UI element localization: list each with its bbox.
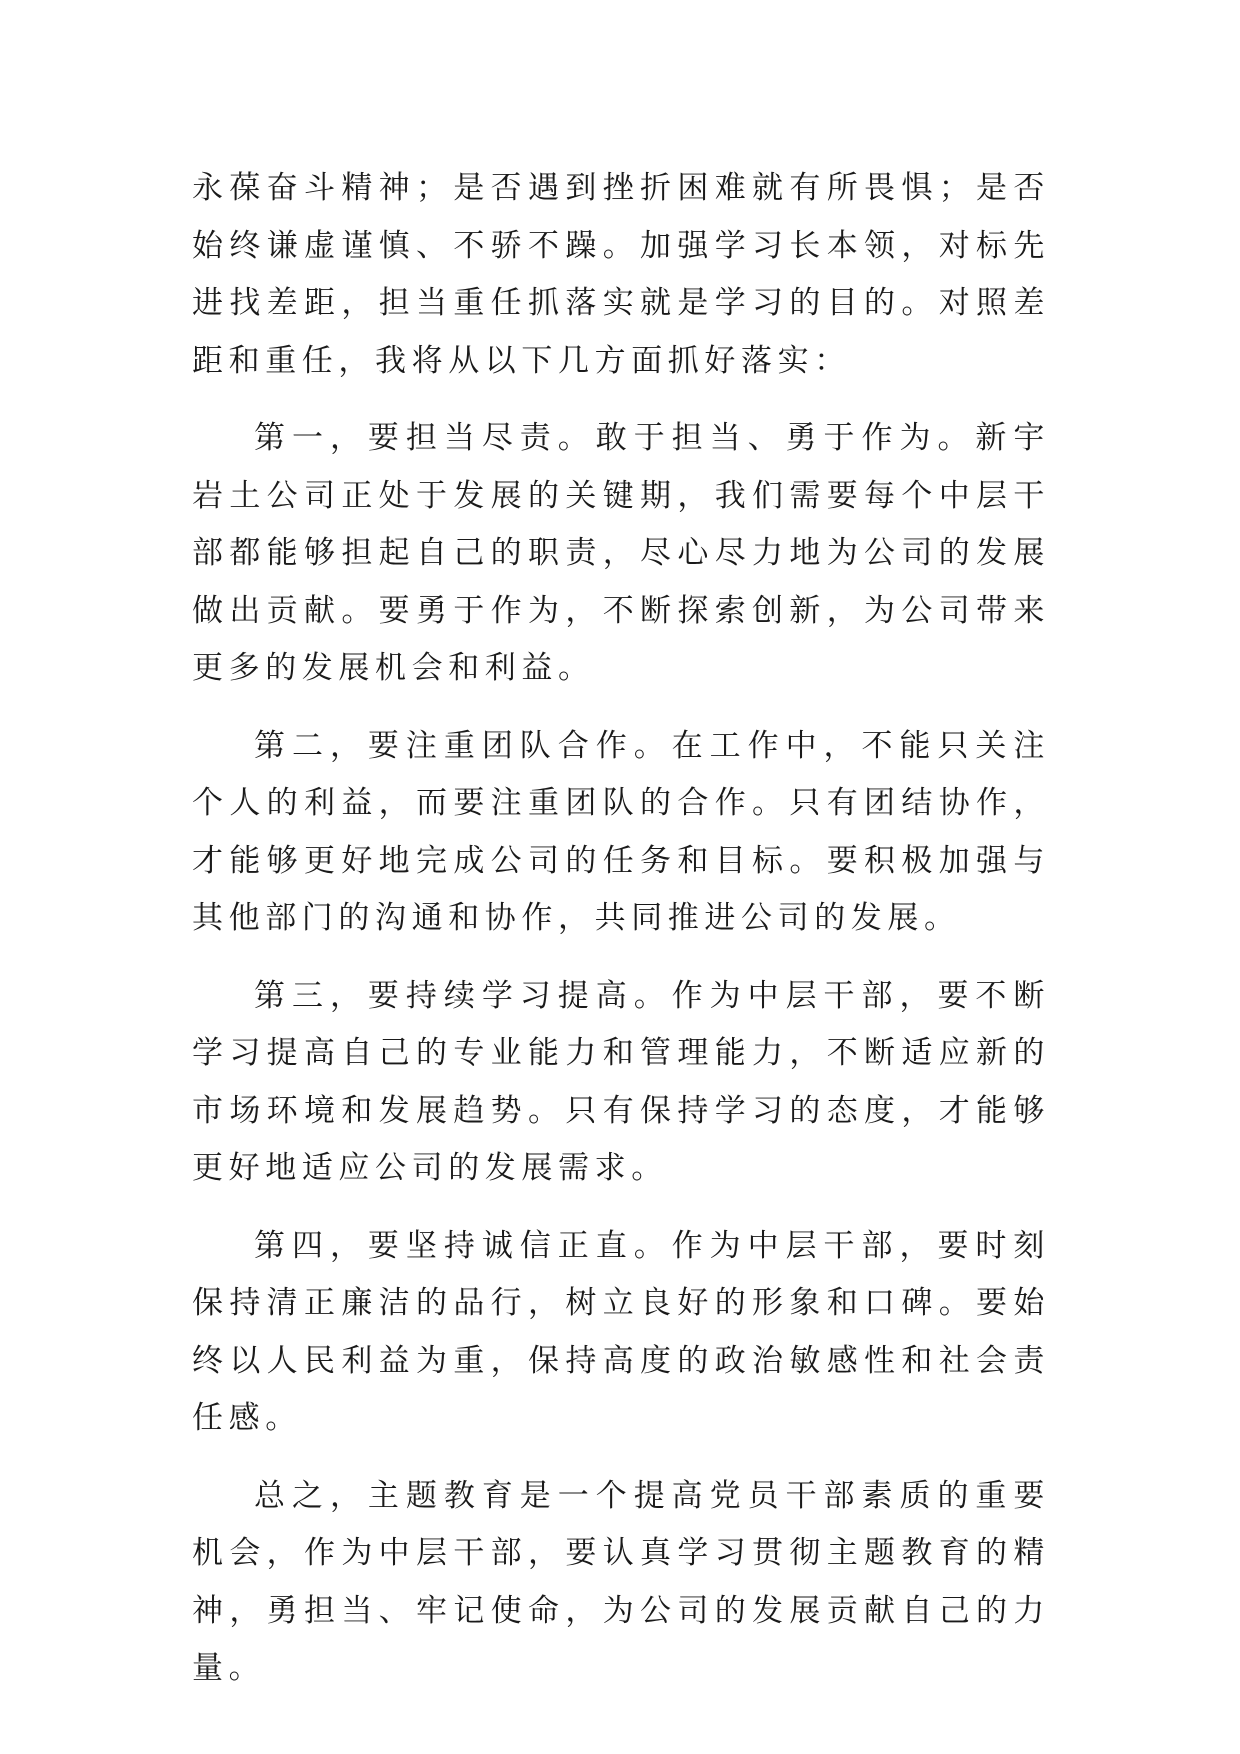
paragraph-third-point: 第三，要持续学习提高。作为中层干部，要不断学习提高自己的专业能力和管理能力，不断适应新的市场环境和发展趋势。只有保持学习的态度，才能够更好地适应公司的发展需求。 [192, 977, 1050, 1186]
paragraph-first-point: 第一，要担当尽责。敢于担当、勇于作为。新宇岩土公司正处于发展的关键期，我们需要每个中层干部都能够担起自己的职责，尽心尽力地为公司的发展做出贡献。要勇于作为，不断探索创新，为公司带来更多的发展机会和利益。 [192, 420, 1050, 686]
paragraph-second-point: 第二，要注重团队合作。在工作中，不能只关注个人的利益，而要注重团队的合作。只有团结协作，才能够更好地完成公司的任务和目标。要积极加强与其他部门的沟通和协作，共同推进公司的发展。 [192, 727, 1050, 936]
paragraph-conclusion: 总之，主题教育是一个提高党员干部素质的重要机会，作为中层干部，要认真学习贯彻主题教育的精神，勇担当、牢记使命，为公司的发展贡献自己的力量。 [192, 1477, 1050, 1686]
paragraph-fourth-point: 第四，要坚持诚信正直。作为中层干部，要时刻保持清正廉洁的品行，树立良好的形象和口碑。要始终以人民利益为重，保持高度的政治敏感性和社会责任感。 [192, 1227, 1050, 1436]
document-body [192, 160, 1050, 1718]
paragraph-intro-continuation: 永葆奋斗精神；是否遇到挫折困难就有所畏惧；是否始终谦虚谨慎、不骄不躁。加强学习长本领，对标先进找差距，担当重任抓落实就是学习的目的。对照差距和重任，我将从以下几方面抓好落实： [192, 170, 1050, 379]
